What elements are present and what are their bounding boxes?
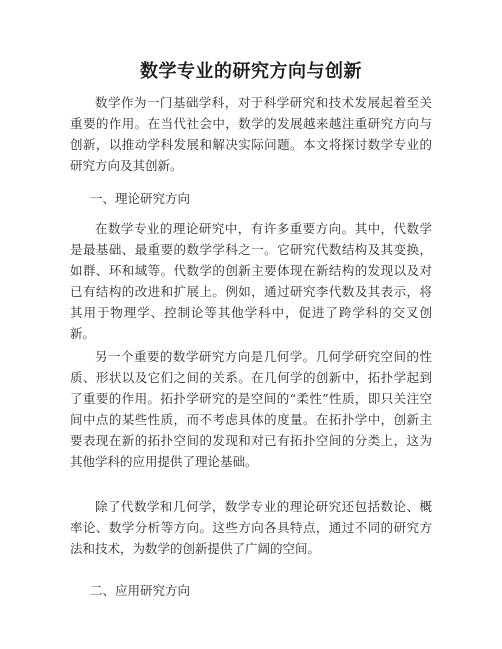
document-title: 数学专业的研究方向与创新 xyxy=(140,61,362,82)
paragraph-geometry: 另一个重要的数学研究方向是几何学。几何学研究空间的性质、形状以及它们之间的关系。在几何学的创新中，拓扑学起到了重要的作用。拓扑学研究的是空间的“柔性”性质，即只关注空间中点的某些性质，而不考虑具体的度量。在拓扑学中，创新主要表现在新的拓扑空间的发现和对已有拓扑空间的分类上，这为其他学科的应用提供了理论基础。 xyxy=(70,349,432,469)
paragraph-algebra: 在数学专业的理论研究中，有许多重要方向。其中，代数学是最基础、最重要的数学学科之一。它研究代数结构及其变换，如群、环和域等。代数学的创新主要体现在新结构的发现以及对已有结构的改进和扩展上。例如，通过研究李代数及其表示，将其用于物理学、控制论等其他学科中，促进了跨学科的交叉创新。 xyxy=(70,221,432,341)
intro-paragraph: 数学作为一门基础学科，对于科学研究和技术发展起着至关重要的作用。在当代社会中，数学的发展越来越注重研究方向与创新，以推动学科发展和解决实际问题。本文将探讨数学专业的研究方向及其创新。 xyxy=(70,95,432,173)
section-heading-theory: 一、理论研究方向 xyxy=(90,191,191,206)
section-heading-application: 二、应用研究方向 xyxy=(90,583,191,598)
paragraph-other-directions: 除了代数学和几何学，数学专业的理论研究还包括数论、概率论、数学分析等方向。这些方向各具特点，通过不同的研究方法和技术，为数学的创新提供了广阔的空间。 xyxy=(70,499,432,556)
